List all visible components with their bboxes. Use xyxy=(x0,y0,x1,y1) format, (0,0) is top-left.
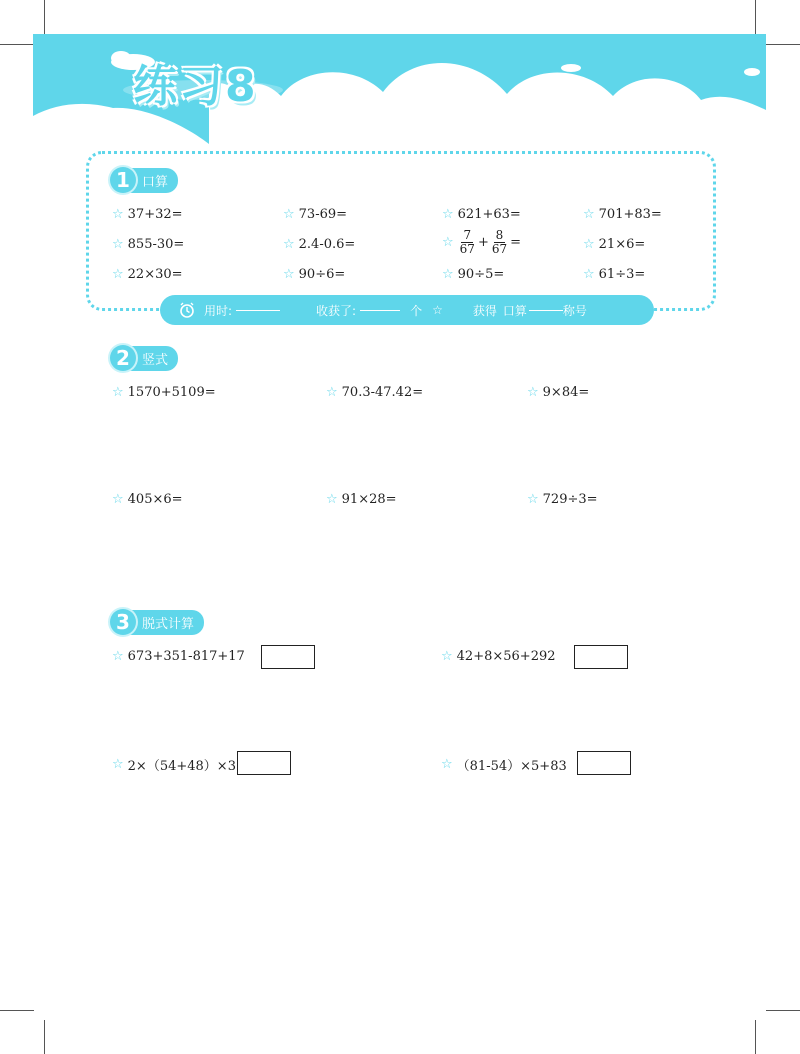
earn-label: 获得 xyxy=(472,303,497,318)
oral-problem: ☆ 855-30= xyxy=(112,237,185,252)
oral-problem: ☆ 61÷3= xyxy=(583,267,646,282)
section-3-badge xyxy=(110,609,204,635)
vertical-problem: ☆ 70.3-47.42= xyxy=(326,385,424,400)
answer-box[interactable] xyxy=(574,645,628,669)
section-3-number: 3 xyxy=(110,609,136,635)
vertical-problem: ☆ 729÷3= xyxy=(527,492,598,507)
star-icon: ☆ xyxy=(432,303,443,317)
crop-mark xyxy=(755,1020,756,1054)
unit-label: 个 xyxy=(410,303,423,318)
star-icon: ☆ xyxy=(112,757,124,772)
star-icon: ☆ xyxy=(283,207,295,222)
vertical-problem: ☆ 91×28= xyxy=(326,492,397,507)
answer-box[interactable] xyxy=(261,645,315,669)
stepwise-problem: ☆ （81-54）×5+83 xyxy=(441,757,567,774)
oral-problem: ☆ 22×30= xyxy=(112,267,183,282)
section-3-label: 脱式计算 xyxy=(128,610,204,635)
page-title: 练习8 xyxy=(133,61,258,112)
section-1-label: 口算 xyxy=(128,168,178,193)
answer-box[interactable] xyxy=(237,751,291,775)
oral-problem: ☆ 21×6= xyxy=(583,237,646,252)
progress-status-bar xyxy=(160,295,654,325)
title-blank[interactable] xyxy=(529,310,563,311)
crop-mark xyxy=(755,0,756,34)
star-icon: ☆ xyxy=(442,267,454,282)
vertical-problem: ☆ 1570+5109= xyxy=(112,385,216,400)
oral-problem: ☆ 2.4-0.6= xyxy=(283,237,356,252)
alarm-clock-icon xyxy=(178,301,196,319)
star-icon: ☆ xyxy=(441,649,453,664)
oral-problem: ☆ 90÷6= xyxy=(283,267,346,282)
crop-mark xyxy=(0,1010,34,1011)
oral-problem-fraction: ☆ $\frac{7}{67}$ + $\frac{8}{67}$ = xyxy=(442,228,522,256)
answer-box[interactable] xyxy=(577,751,631,775)
star-icon: ☆ xyxy=(112,267,124,282)
crop-mark xyxy=(766,44,800,45)
oral-problem: ☆ 73-69= xyxy=(283,207,348,222)
stepwise-problem: ☆ 42+8×56+292 xyxy=(441,649,556,664)
star-icon: ☆ xyxy=(527,492,539,507)
title-label: 口算 xyxy=(502,303,527,318)
crop-mark xyxy=(766,1010,800,1011)
star-icon: ☆ xyxy=(583,207,595,222)
star-icon: ☆ xyxy=(442,207,454,222)
vertical-problem: ☆ 9×84= xyxy=(527,385,590,400)
star-icon: ☆ xyxy=(112,385,124,400)
fraction: $\frac{8}{67}$ xyxy=(491,228,508,256)
section-2-label: 竖式 xyxy=(128,346,178,371)
oral-problem: ☆ 701+83= xyxy=(583,207,662,222)
crop-mark xyxy=(0,44,34,45)
oral-problem: ☆ 37+32= xyxy=(112,207,183,222)
suffix-label: 称号 xyxy=(562,303,587,318)
star-icon: ☆ xyxy=(326,385,338,400)
star-icon: ☆ xyxy=(112,207,124,222)
time-label: 用时: xyxy=(204,303,233,318)
star-icon: ☆ xyxy=(527,385,539,400)
time-blank[interactable] xyxy=(236,310,280,311)
section-2-number: 2 xyxy=(110,345,136,371)
star-icon: ☆ xyxy=(112,237,124,252)
star-icon: ☆ xyxy=(283,267,295,282)
star-icon: ☆ xyxy=(583,237,595,252)
header-banner xyxy=(33,34,766,154)
star-icon: ☆ xyxy=(441,757,453,772)
star-icon: ☆ xyxy=(326,492,338,507)
section-1-number: 1 xyxy=(110,167,136,193)
fraction: $\frac{7}{67}$ xyxy=(459,228,475,256)
oral-problem: ☆ 90÷5= xyxy=(442,267,505,282)
oral-problem: ☆ 621+63= xyxy=(442,207,521,222)
section-1-badge xyxy=(110,167,178,193)
stepwise-problem: ☆ 2×（54+48）×3 xyxy=(112,757,236,774)
harvest-label: 收获了: xyxy=(316,303,357,318)
star-icon: ☆ xyxy=(112,492,124,507)
stepwise-problem: ☆ 673+351-817+17 xyxy=(112,649,245,664)
harvest-blank[interactable] xyxy=(360,310,400,311)
section-2-badge xyxy=(110,345,178,371)
crop-mark xyxy=(44,0,45,34)
oral-calc-box xyxy=(86,151,716,311)
star-icon: ☆ xyxy=(112,649,124,664)
star-icon: ☆ xyxy=(583,267,595,282)
vertical-problem: ☆ 405×6= xyxy=(112,492,183,507)
star-icon: ☆ xyxy=(283,237,295,252)
star-icon: ☆ xyxy=(442,235,454,250)
crop-mark xyxy=(44,1020,45,1054)
